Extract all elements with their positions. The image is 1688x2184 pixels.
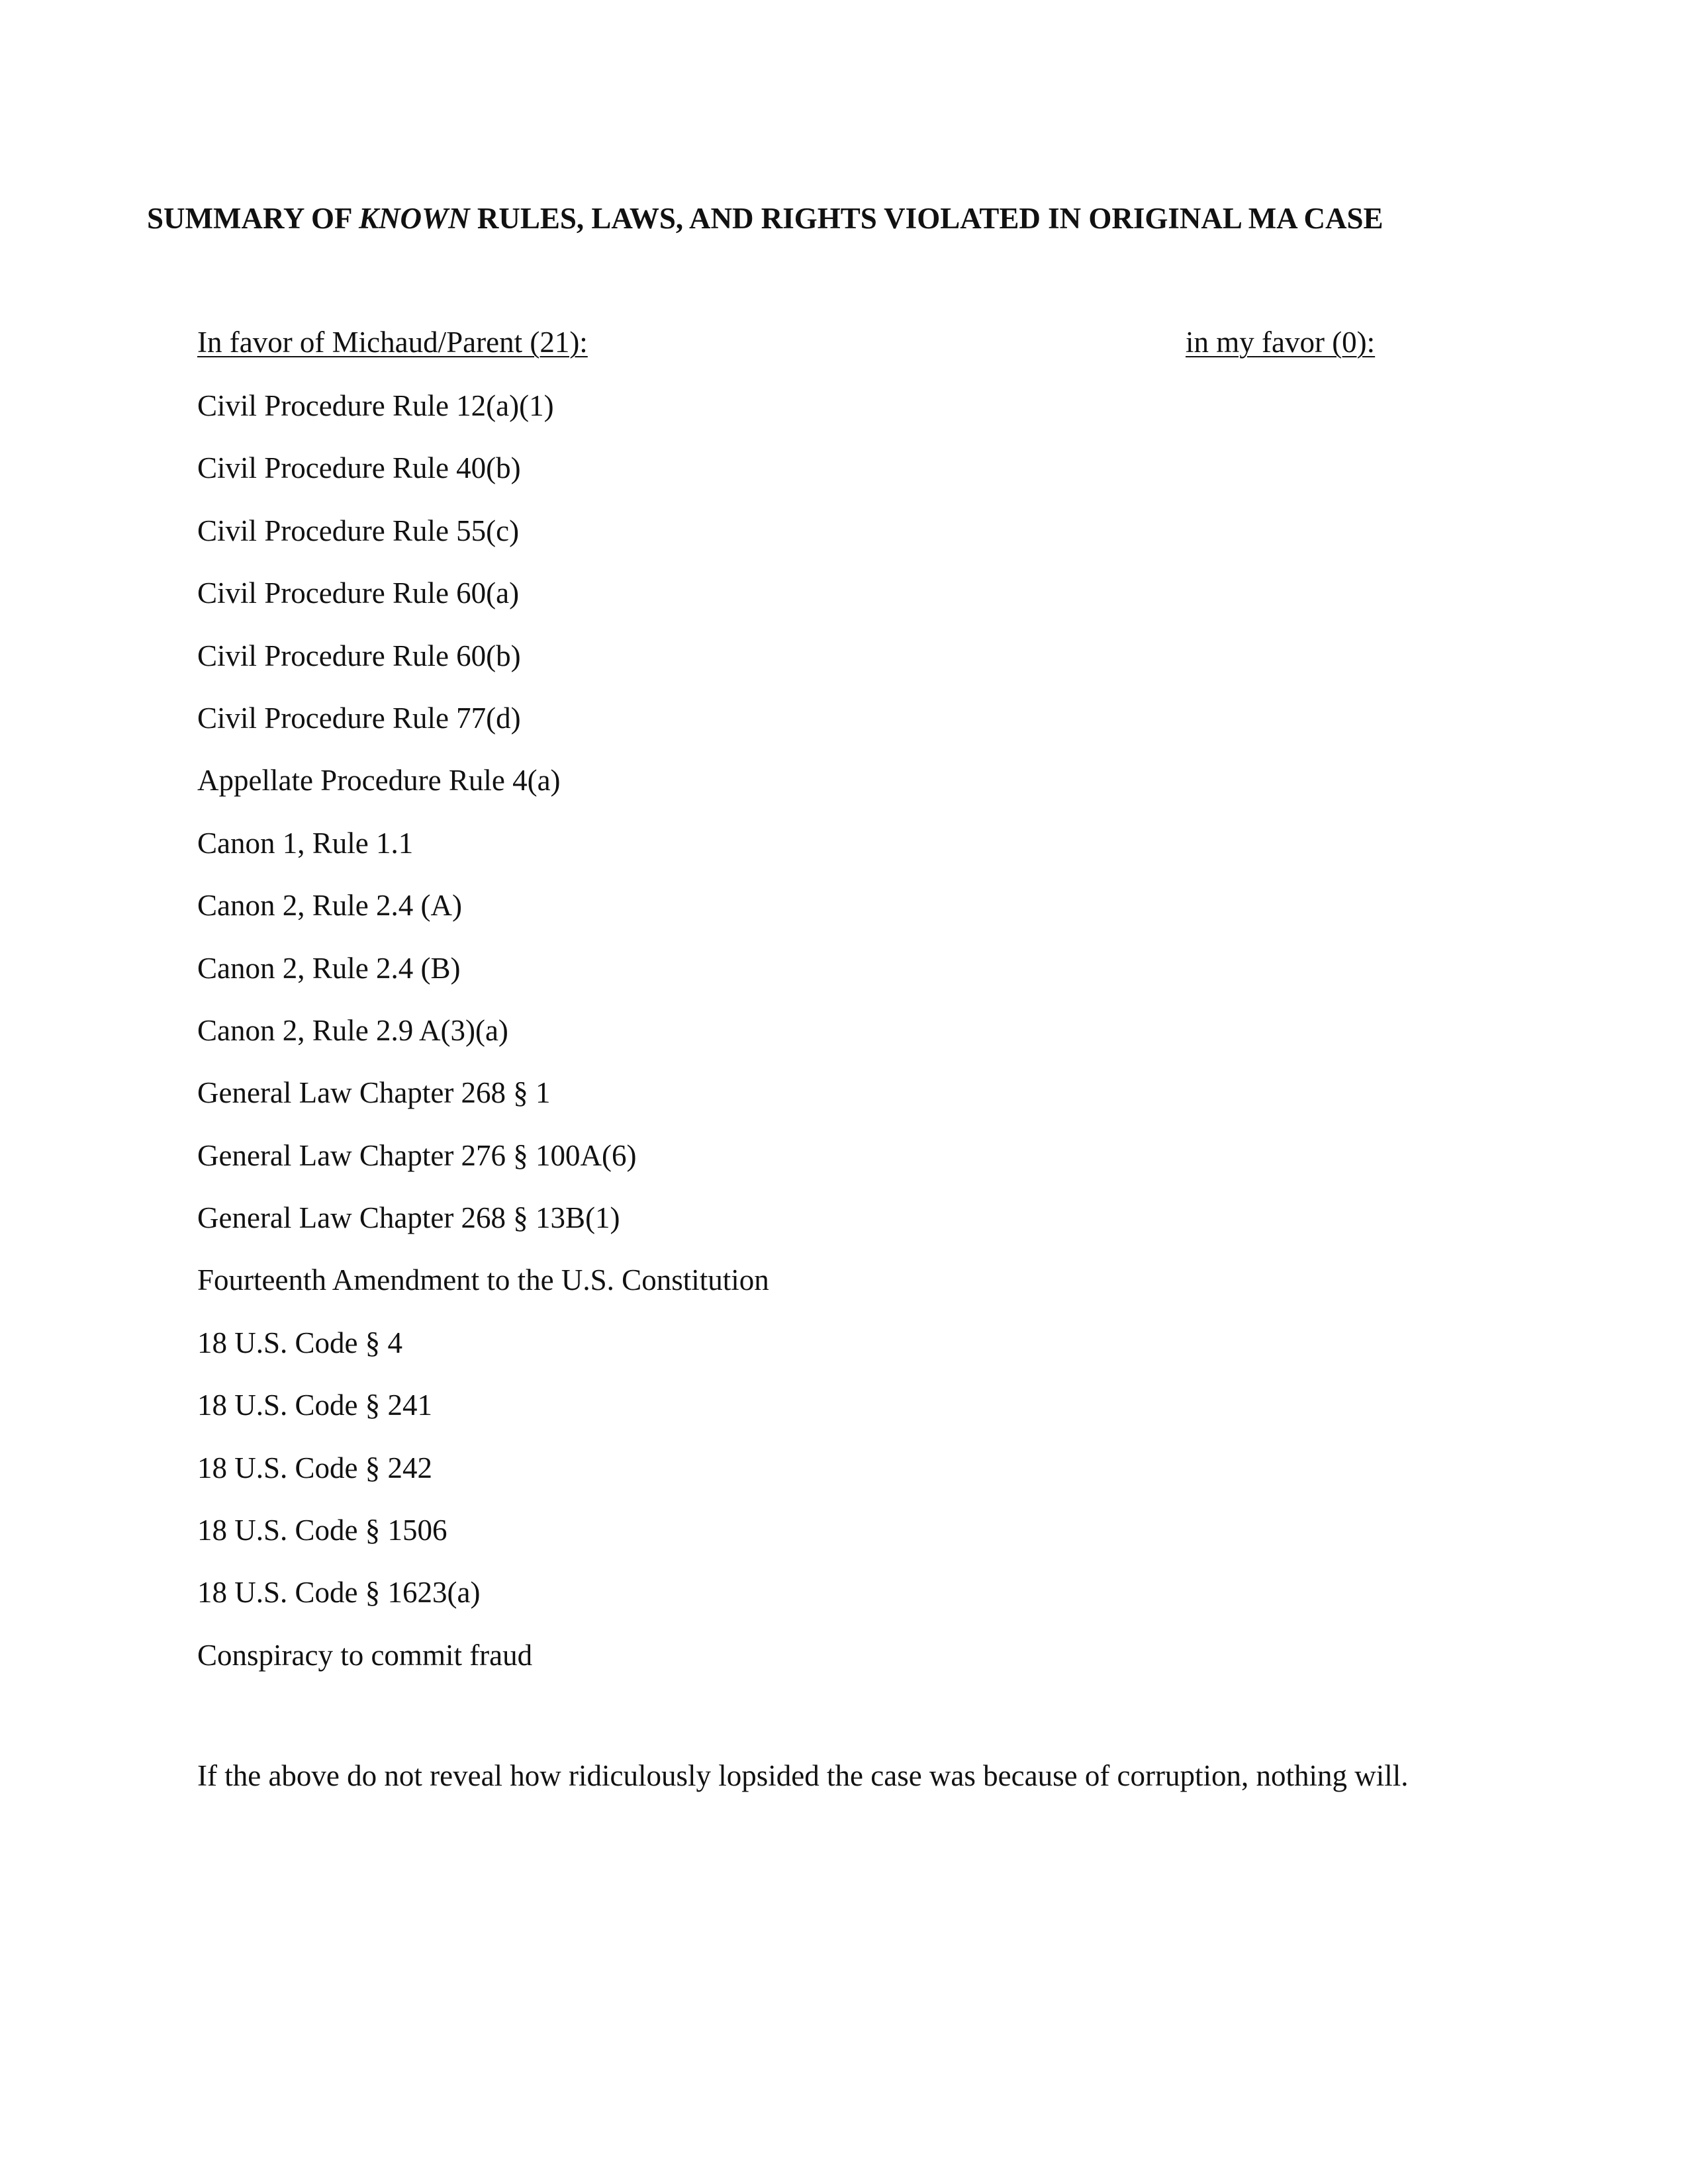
violations-list xyxy=(197,386,769,1698)
violation-item: 18 U.S. Code § 4 xyxy=(197,1326,403,1359)
violation-item: General Law Chapter 268 § 13B(1) xyxy=(197,1201,620,1235)
title-suffix: RULES, LAWS, AND RIGHTS VIOLATED IN ORIGINAL MA CASE xyxy=(469,202,1383,235)
violation-item: General Law Chapter 268 § 1 xyxy=(197,1076,551,1110)
violation-item: 18 U.S. Code § 241 xyxy=(197,1388,433,1422)
violation-item: 18 U.S. Code § 242 xyxy=(197,1451,433,1484)
violation-item: Fourteenth Amendment to the U.S. Constitution xyxy=(197,1263,769,1297)
violation-item: 18 U.S. Code § 1623(a) xyxy=(197,1576,481,1610)
violation-item: Civil Procedure Rule 12(a)(1) xyxy=(197,389,554,422)
closing-statement: If the above do not reveal how ridiculously lopsided the case was because of corruption, nothing will. xyxy=(197,1759,1409,1792)
violation-item: Civil Procedure Rule 55(c) xyxy=(197,514,520,547)
violation-item: Civil Procedure Rule 60(a) xyxy=(197,576,520,610)
violation-item: General Law Chapter 276 § 100A(6) xyxy=(197,1138,637,1172)
violation-item: Conspiracy to commit fraud xyxy=(197,1638,533,1672)
violation-item: 18 U.S. Code § 1506 xyxy=(197,1514,447,1547)
title-emphasis: KNOWN xyxy=(359,202,470,235)
violation-item: Civil Procedure Rule 60(b) xyxy=(197,639,521,672)
left-column-heading: In favor of Michaud/Parent (21): xyxy=(197,326,588,359)
violation-item: Canon 2, Rule 2.9 A(3)(a) xyxy=(197,1013,508,1047)
title-prefix: SUMMARY OF xyxy=(147,202,359,235)
violation-item: Appellate Procedure Rule 4(a) xyxy=(197,764,561,797)
right-column-heading: in my favor (0): xyxy=(1186,326,1376,359)
violation-item: Canon 2, Rule 2.4 (A) xyxy=(197,889,462,923)
violation-item: Civil Procedure Rule 77(d) xyxy=(197,701,521,735)
violation-item: Canon 2, Rule 2.4 (B) xyxy=(197,951,461,985)
page-title xyxy=(147,199,1570,238)
violation-item: Canon 1, Rule 1.1 xyxy=(197,826,414,860)
violation-item: Civil Procedure Rule 40(b) xyxy=(197,451,521,485)
